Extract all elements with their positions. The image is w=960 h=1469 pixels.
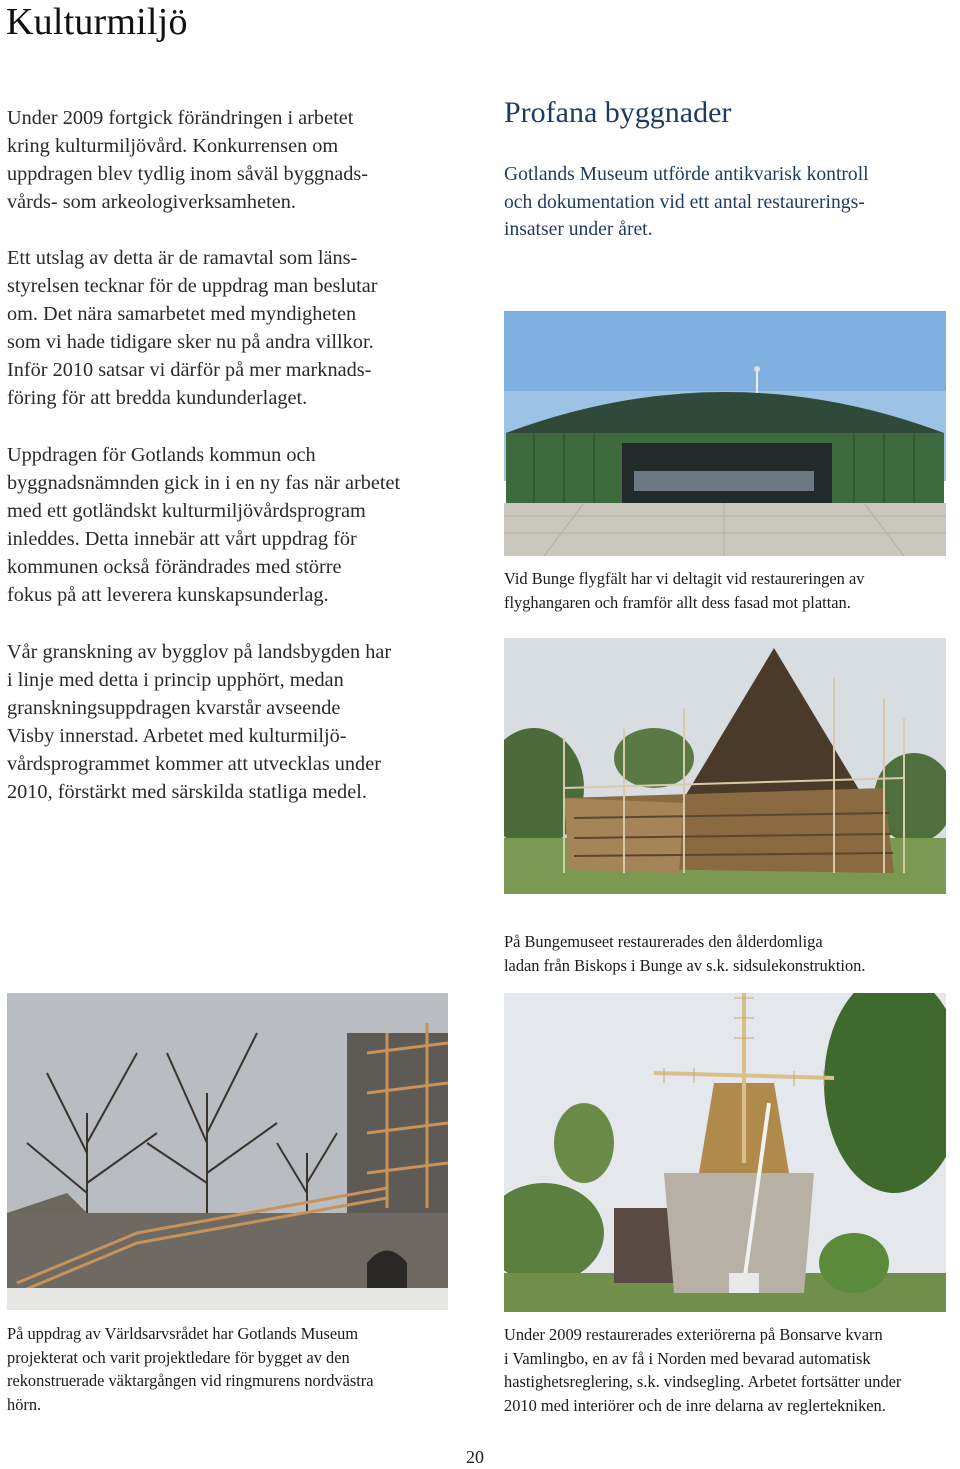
- windmill-photo: [504, 993, 946, 1312]
- body-paragraph-4: Vår granskning av bygglov på landsbygden har i linje med detta i princip upphört, medan granskningsuppdragen kvarstår avseende Visby innerstad. Arbetet med kulturmiljö- vårdsprogrammet kommer att utvecklas under 2010, förstärkt med särskilda statliga medel.: [7, 641, 392, 804]
- body-paragraph-3: Uppdragen för Gotlands kommun och byggnadsnämnden gick in i en ny fas när arbetet med ett gotländskt kulturmiljövårdsprogram inleddes. Detta innebär att vårt uppdrag för kommunen också förändrades med större fokus på att leverera kunskapsunderlag.: [7, 444, 401, 607]
- body-paragraph-1: Under 2009 fortgick förändringen i arbetet kring kulturmiljövård. Konkurrensen om uppdragen blev tydlig inom såväl byggnads- vårds- som arkeologiverksamheten.: [7, 107, 369, 214]
- wall-walkway-photo: [7, 993, 448, 1310]
- barn-photo: [504, 638, 946, 894]
- body-paragraph-2: Ett utslag av detta är de ramavtal som läns- styrelsen tecknar för de uppdrag man beslutar om. Det nära samarbetet med myndigheten som vi hade tidigare sker nu på andra villkor. Inför 2010 satsar vi därför på mer marknads- föring för att bredda kundunderlaget.: [7, 247, 378, 410]
- page-title: Kulturmiljö: [6, 1, 188, 43]
- section-intro: Gotlands Museum utförde antikvarisk kontroll och dokumentation vid ett antal restaurerings- insatser under året.: [504, 164, 869, 240]
- hangar-photo: [504, 311, 946, 556]
- wall-walkway-caption: På uppdrag av Världsarvsrådet har Gotlands Museum projekterat och varit projektledare för bygget av den rekonstruerade väktargången vid ringmurens nordvästra hörn.: [7, 1324, 374, 1414]
- windmill-caption: Under 2009 restaurerades exteriörerna på Bonsarve kvarn i Vamlingbo, en av få i Norden med bevarad automatisk hastighetsreglering, s.k. vindsegling. Arbetet fortsätter under 2010 med interiörer och de inre delarna av reglertekniken.: [504, 1325, 902, 1415]
- page-number: 20: [466, 1447, 484, 1467]
- section-heading: Profana byggnader: [504, 96, 732, 129]
- hangar-caption: Vid Bunge flygfält har vi deltagit vid restaureringen av flyghangaren och framför allt dess fasad mot plattan.: [504, 569, 865, 612]
- barn-caption: På Bungemuseet restaurerades den ålderdomliga ladan från Biskops i Bunge av s.k. sidsulekonstruktion.: [504, 932, 866, 975]
